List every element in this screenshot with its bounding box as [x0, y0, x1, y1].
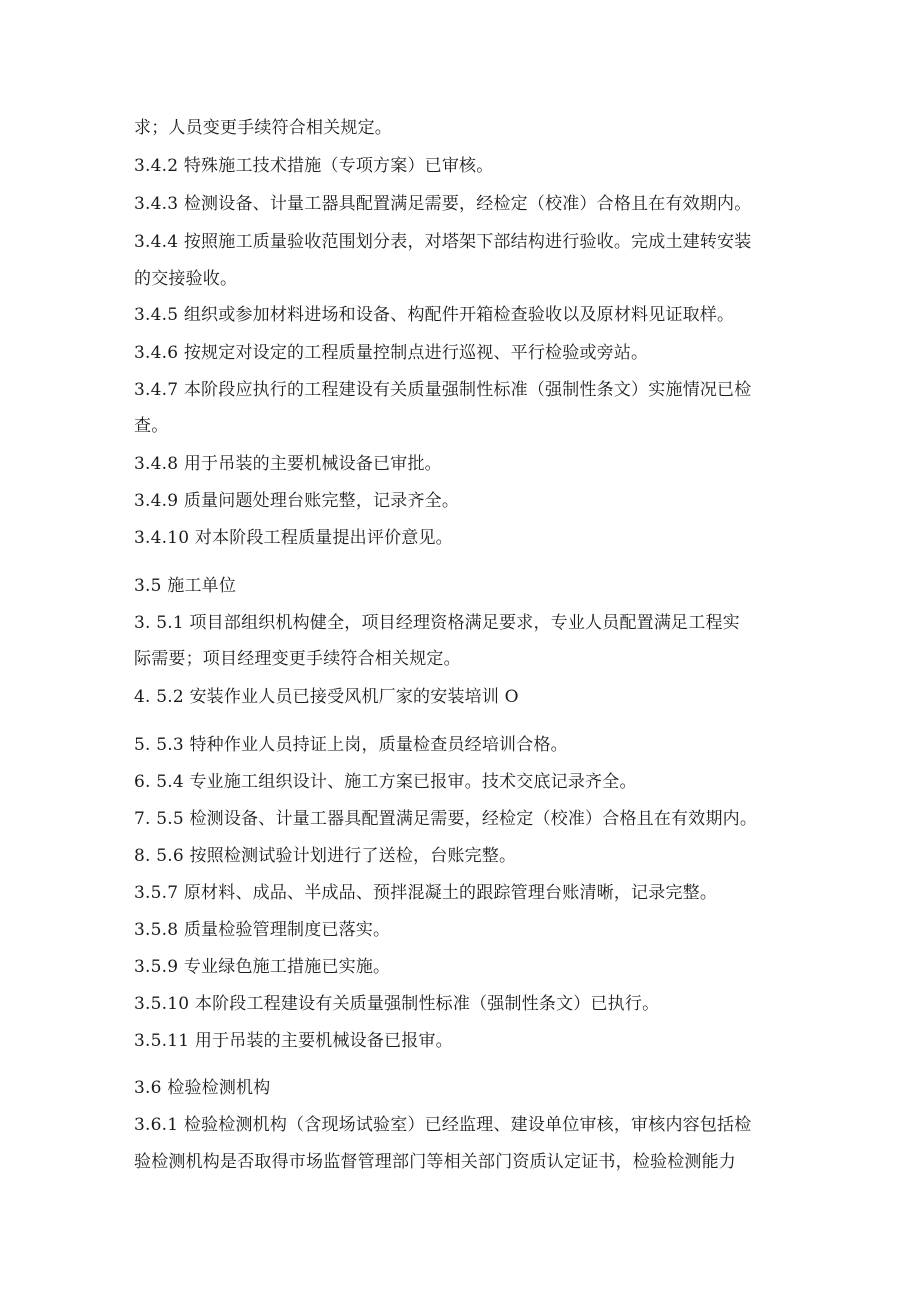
- text-line: 6. 5.4 专业施工组织设计、施工方案已报审。技术交底记录齐全。: [134, 772, 637, 792]
- text-line: 3.4.2 特殊施工技术措施（专项方案）已审核。: [134, 156, 494, 176]
- text-line: 3.4.7 本阶段应执行的工程建设有关质量强制性标准（强制性条文）实施情况已检: [134, 380, 752, 400]
- text-line: 7. 5.5 检测设备、计量工器具配置满足需要，经检定（校准）合格且在有效期内。: [134, 809, 758, 829]
- text-line: 3.4.4 按照施工质量验收范围划分表，对塔架下部结构进行验收。完成土建转安装: [134, 232, 752, 252]
- text-line: 3.4.5 组织或参加材料进场和设备、构配件开箱检查验收以及原材料见证取样。: [134, 305, 735, 325]
- text-line: 5. 5.3 特种作业人员持证上岗，质量检查员经培训合格。: [134, 735, 568, 755]
- section-heading: 3.6 检验检测机构: [134, 1078, 271, 1098]
- text-line: 验检测机构是否取得市场监督管理部门等相关部门资质认定证书，检验检测能力: [134, 1152, 736, 1172]
- text-line: 3.4.9 质量问题处理台账完整，记录齐全。: [134, 491, 460, 511]
- text-line: 3. 5.1 项目部组织机构健全，项目经理资格满足要求，专业人员配置满足工程实: [134, 613, 740, 633]
- text-line: 3.5.8 质量检验管理制度已落实。: [134, 920, 391, 940]
- text-line: 3.5.11 用于吊装的主要机械设备已报审。: [134, 1031, 453, 1051]
- text-line: 求；人员变更手续符合相关规定。: [134, 118, 392, 138]
- text-line: 3.5.9 专业绿色施工措施已实施。: [134, 957, 391, 977]
- text-line: 3.5.7 原材料、成品、半成品、预拌混凝土的跟踪管理台账清晰，记录完整。: [134, 883, 718, 903]
- text-line: 查。: [134, 416, 169, 436]
- text-line: 4. 5.2 安装作业人员已接受风机厂家的安装培训 O: [134, 687, 519, 707]
- text-line: 3.4.3 检测设备、计量工器具配置满足需要，经检定（校准）合格且在有效期内。: [134, 194, 752, 214]
- section-heading: 3.5 施工单位: [134, 576, 237, 596]
- text-line: 3.4.8 用于吊装的主要机械设备已审批。: [134, 454, 442, 474]
- text-line: 际需要；项目经理变更手续符合相关规定。: [134, 649, 461, 669]
- text-line: 3.6.1 检验检测机构（含现场试验室）已经监理、建设单位审核，审核内容包括检: [134, 1115, 752, 1135]
- text-line: 的交接验收。: [134, 269, 238, 289]
- text-line: 8. 5.6 按照检测试验计划进行了送检，台账完整。: [134, 846, 517, 866]
- text-line: 3.4.6 按规定对设定的工程质量控制点进行巡视、平行检验或旁站。: [134, 343, 649, 363]
- text-line: 3.5.10 本阶段工程建设有关质量强制性标准（强制性条文）已执行。: [134, 994, 660, 1014]
- text-line: 3.4.10 对本阶段工程质量提出评价意见。: [134, 528, 453, 548]
